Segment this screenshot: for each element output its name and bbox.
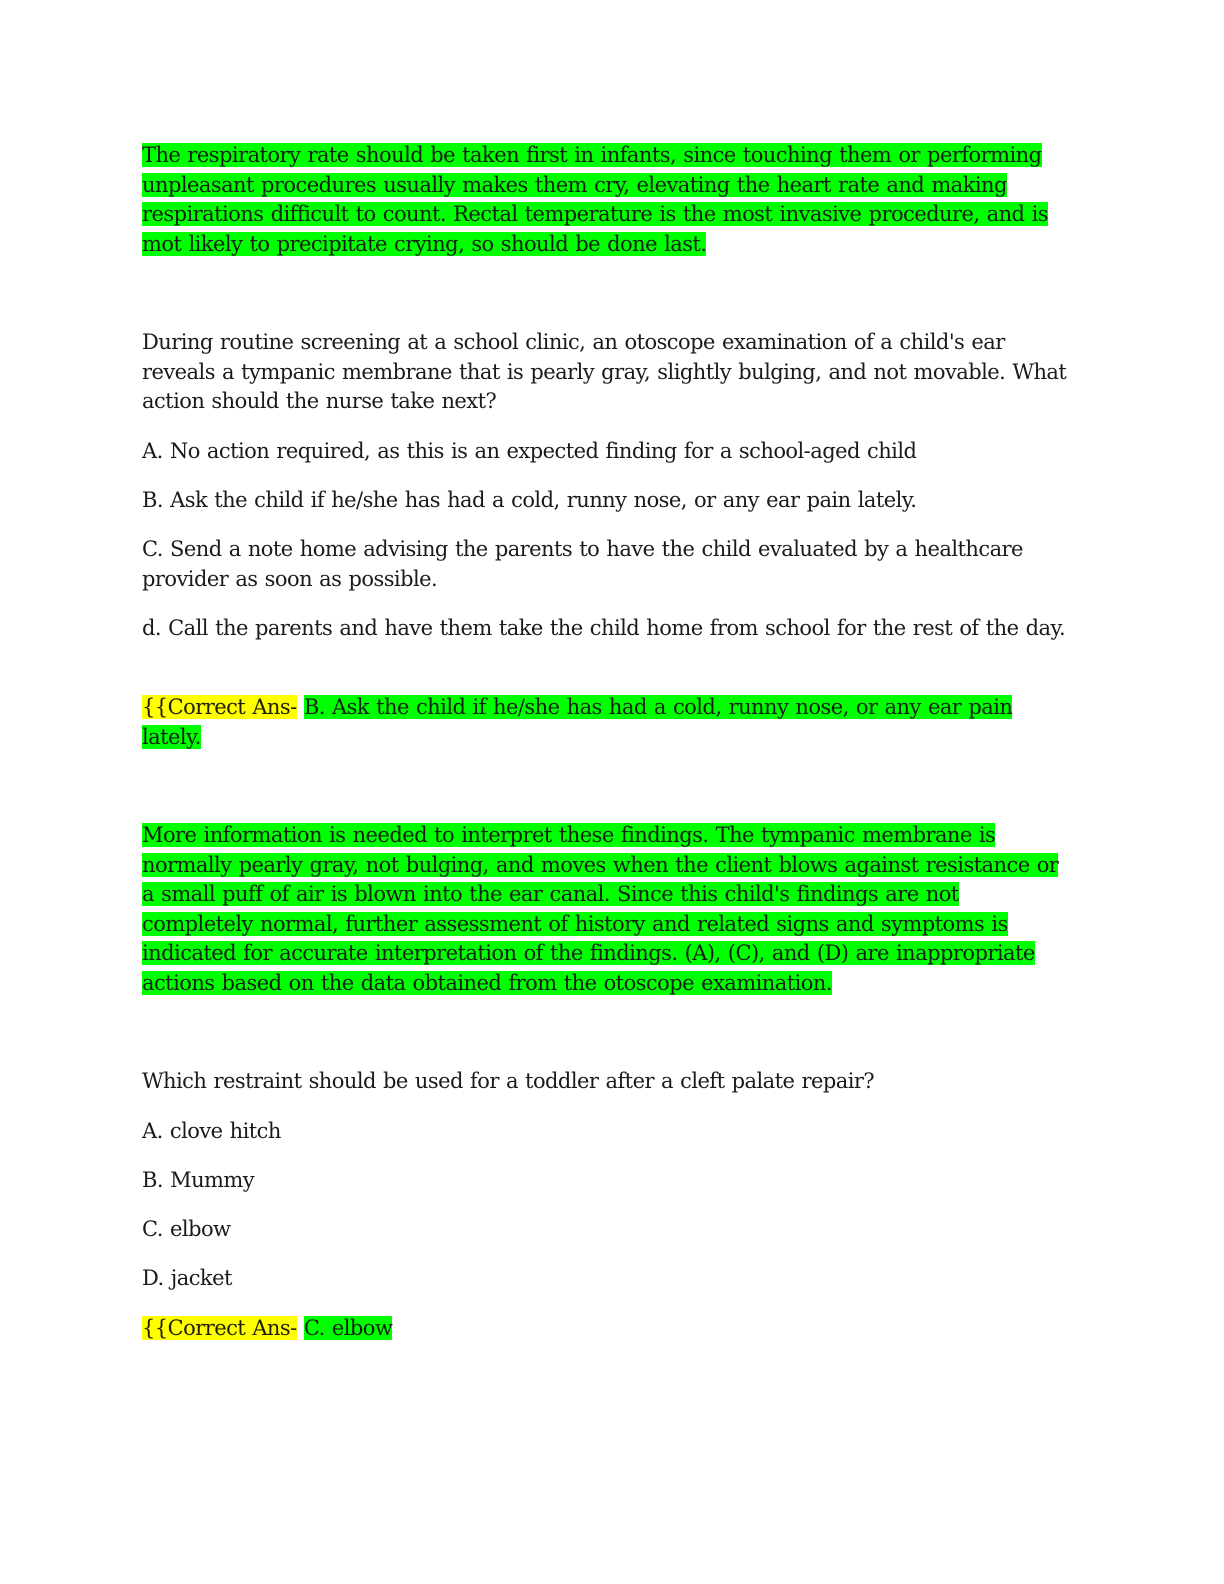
question-1-correct-answer [142, 693, 1067, 752]
question-1-option-c: C. Send a note home advising the parents to have the child evaluated by a healthcare provider as soon as possible. [142, 537, 1023, 591]
question-1-option-a: A. No action required, as this is an expected finding for a school-aged child [142, 439, 917, 463]
question-2-option-a: A. clove hitch [142, 1119, 281, 1143]
question-1-option-b: B. Ask the child if he/she has had a cold, runny nose, or any ear pain lately. [142, 488, 917, 512]
highlighted-explanation-text: The respiratory rate should be taken first in infants, since touching them or performing unpleasant procedures usually makes them cry, elevating the heart rate and making respirations difficult to count. Rectal temperature is the most invasive procedure, and is mot likely to precipitate crying, so should be done last. [142, 143, 1048, 256]
question-otoscope-text: During routine screening at a school clinic, an otoscope examination of a child's ear reveals a tympanic membrane that is pearly gray, slightly bulging, and not movable. What action should the nurse take next? [142, 330, 1067, 413]
explanation-tympanic-membrane [142, 821, 1067, 998]
question-2-option-c: C. elbow [142, 1217, 231, 1241]
highlighted-explanation-text: More information is needed to interpret these findings. The tympanic membrane is normally pearly gray, not bulging, and moves when the client blows against resistance or a small puff of air is blown into the ear canal. Since this child's findings are not completely normal, further assessment of history and related signs and symptoms is indicated for accurate interpretation of the findings. (A), (C), and (D) are inappropriate actions based on the data obtained from the otoscope examination. [142, 823, 1059, 995]
explanation-respiratory-rate [142, 141, 1067, 259]
question-2-correct-answer [142, 1314, 1067, 1344]
question-1-option-d: d. Call the parents and have them take the child home from school for the rest of the day. [142, 616, 1066, 640]
correct-answer-text: B. Ask the child if he/she has had a cold, runny nose, or any ear pain lately. [142, 695, 1013, 749]
correct-answer-label: {{Correct Ans- [142, 1316, 297, 1340]
question-2-option-b: B. Mummy [142, 1168, 255, 1192]
question-restraint-text: Which restraint should be used for a toddler after a cleft palate repair? [142, 1069, 875, 1093]
correct-answer-text: C. elbow [303, 1316, 393, 1340]
correct-answer-label: {{Correct Ans- [142, 695, 297, 719]
question-2-option-d: D. jacket [142, 1266, 232, 1290]
